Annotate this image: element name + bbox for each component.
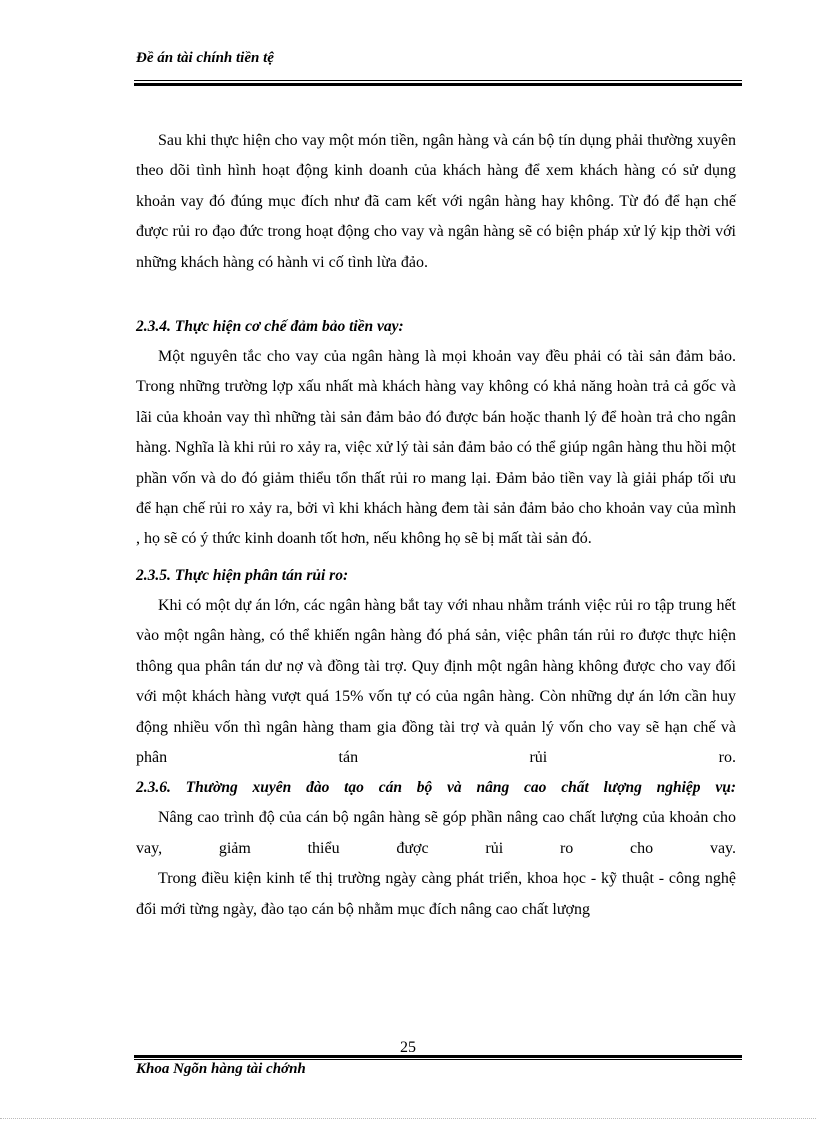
header-title: Đề án tài chính tiền tệ [136,50,274,66]
intro-paragraph: Sau khi thực hiện cho vay một món tiền, ngân hàng và cán bộ tín dụng phải thường xuyên theo dõi tình hình hoạt động kinh doanh của khách hàng để xem khách hàng có sử dụng khoản vay đó đúng mục đích như đã cam kết với ngân hàng hay không. Từ đó để hạn chế được rủi ro đạo đức trong hoạt động cho vay và ngân hàng sẽ có biện pháp xử lý kịp thời với những khách hàng có hành vi cố tình lừa đảo. [136,132,736,271]
section-heading-2-3-5: 2.3.5. Thực hiện phân tán rủi ro: [136,566,349,584]
header-rule-thin [134,80,742,81]
section-paragraph-2-3-6-a: Nâng cao trình độ của cán bộ ngân hàng sẽ góp phần nâng cao chất lượng của khoản cho vay, giảm thiểu được rủi ro cho vay. [136,809,736,857]
document-body [136,126,736,925]
section-paragraph-2-3-5: Khi có một dự án lớn, các ngân hàng bắt tay với nhau nhằm tránh việc rủi ro tập trung hết vào một ngân hàng, có thể khiến ngân hàng đó phá sản, việc phân tán rủi ro được thực hiện thông qua phân tán dư nợ và đồng tài trợ. Quy định một ngân hàng không được cho vay đối với một khách hàng vượt quá 15% vốn tự có của ngân hàng. Còn những dự án lớn cần huy động nhiều vốn thì ngân hàng tham gia đồng tài trợ và quản lý vốn cho vay sẽ hạn chế và phân tán rủi ro. [136,596,736,766]
footer-rule-thin [134,1059,742,1060]
page-edge-divider [0,1118,816,1119]
footer-title: Khoa Ngõn hàng tài chớnh [136,1061,306,1077]
section-paragraph-2-3-6-b: Trong điều kiện kinh tế thị trường ngày càng phát triển, khoa học - kỹ thuật - công nghệ đổi mới từng ngày, đào tạo cán bộ nhằm mục đích nâng cao chất lượng [136,870,736,918]
spacer [136,278,736,312]
footer-rule-thick [134,1055,742,1058]
page-number: 25 [400,1039,416,1056]
header-rule-thick [134,83,742,86]
section-heading-2-3-6: 2.3.6. Thường xuyên đào tạo cán bộ và nâng cao chất lượng nghiệp vụ: [136,779,736,797]
section-heading-2-3-4: 2.3.4. Thực hiện cơ chế đảm bảo tiền vay: [136,318,404,336]
section-paragraph-2-3-4: Một nguyên tắc cho vay của ngân hàng là mọi khoản vay đều phải có tài sản đảm bảo. Trong những trường lợp xấu nhất mà khách hàng vay không có khả năng hoàn trả cả gốc và lãi của khoản vay thì những tài sản đảm bảo đó được bán hoặc thanh lý để hoàn trả cho ngân hàng. Nghĩa là khi rủi ro xảy ra, việc xử lý tài sản đảm bảo có thể giúp ngân hàng thu hồi một phần vốn và do đó giảm thiểu tổn thất rủi ro mang lại. Đảm bảo tiền vay là giải pháp tối ưu để hạn chế rủi ro xảy ra, bởi vì khi khách hàng đem tài sản đảm bảo cho khoản vay của mình , họ sẽ có ý thức kinh doanh tốt hơn, nếu không họ sẽ bị mất tài sản đó. [136,348,736,548]
